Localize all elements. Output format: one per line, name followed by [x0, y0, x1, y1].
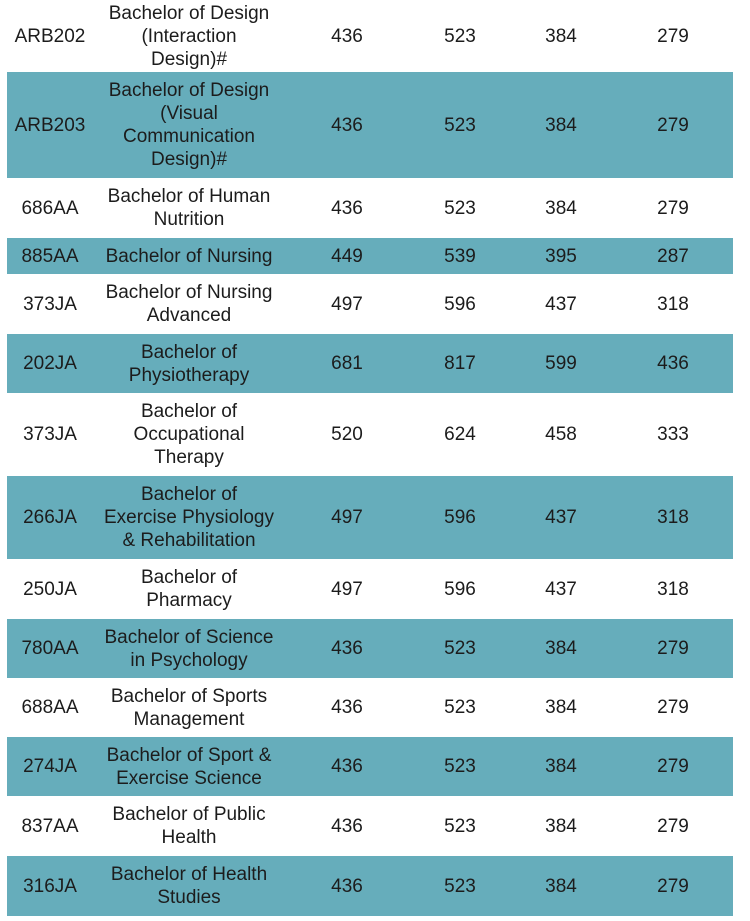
- score-cell-1: 436: [331, 875, 363, 897]
- course-code: 885AA: [21, 245, 79, 267]
- course-name: [93, 341, 285, 387]
- score-cell-2: 539: [444, 245, 476, 267]
- course-name-line: Nutrition: [153, 209, 225, 230]
- table-row: [7, 72, 733, 178]
- score-cell-3: 384: [545, 114, 577, 136]
- course-name-line: Design)#: [150, 149, 228, 170]
- score-cell-3: 458: [545, 424, 577, 445]
- course-name-line: Occupational: [133, 424, 245, 445]
- score-cell-2: 817: [444, 353, 476, 374]
- score-cell-1: 436: [331, 197, 363, 219]
- course-name-line: Bachelor of Nursing: [105, 282, 273, 303]
- course-name-line: Bachelor of: [140, 484, 238, 505]
- score-cell-1: 497: [331, 578, 363, 600]
- course-code: 780AA: [21, 638, 79, 659]
- course-name: [93, 185, 285, 231]
- score-cell-4: 279: [657, 25, 689, 47]
- score-cell-1: 436: [331, 638, 363, 659]
- course-code: 688AA: [21, 697, 79, 718]
- score-cell-2: 523: [444, 25, 476, 47]
- score-cell-1: 436: [331, 114, 363, 136]
- course-name-line: Design)#: [150, 48, 228, 70]
- score-cell-4: 279: [657, 756, 689, 777]
- score-cell-4: 279: [657, 815, 689, 837]
- score-cell-2: 523: [444, 114, 476, 136]
- course-name: [93, 566, 285, 612]
- table-row: [7, 678, 733, 737]
- score-cell-3: 384: [545, 197, 577, 219]
- course-code: ARB202: [14, 25, 86, 47]
- score-cell-3: 384: [545, 25, 577, 47]
- course-code: 686AA: [21, 197, 79, 219]
- course-name-line: Therapy: [154, 447, 224, 468]
- score-cell-2: 624: [444, 424, 476, 445]
- course-name: [93, 744, 285, 790]
- course-name-line: Studies: [157, 887, 221, 908]
- score-cell-1: 436: [331, 756, 363, 777]
- course-code: 373JA: [23, 424, 77, 445]
- table-row: [7, 476, 733, 559]
- score-cell-2: 523: [444, 697, 476, 718]
- table-row: [7, 393, 733, 476]
- course-name-line: Bachelor of Sport &: [106, 744, 272, 766]
- table-row: [7, 178, 733, 238]
- course-code: 274JA: [23, 756, 77, 777]
- score-cell-1: 520: [331, 424, 363, 445]
- course-name-line: in Psychology: [130, 649, 248, 671]
- course-name: [93, 483, 285, 552]
- score-cell-3: 437: [545, 578, 577, 600]
- table-row: [7, 856, 733, 916]
- course-name-line: & Rehabilitation: [122, 530, 256, 551]
- score-cell-1: 497: [331, 293, 363, 315]
- course-name-line: (Visual: [160, 103, 218, 124]
- course-code: 250JA: [23, 578, 77, 600]
- course-name-line: (Interaction: [141, 25, 237, 47]
- table-row: [7, 737, 733, 796]
- course-name-line: Physiotherapy: [128, 364, 250, 386]
- course-code: 202JA: [23, 353, 77, 374]
- score-cell-1: 436: [331, 25, 363, 47]
- course-name: [93, 2, 285, 71]
- course-name-line: Bachelor of Health: [110, 864, 268, 885]
- course-name: [93, 626, 285, 672]
- table-row: [7, 559, 733, 619]
- course-name-line: Bachelor of Human: [107, 186, 271, 207]
- score-cell-4: 318: [657, 293, 689, 315]
- score-cell-3: 384: [545, 638, 577, 659]
- score-cell-2: 523: [444, 756, 476, 777]
- score-cell-4: 279: [657, 638, 689, 659]
- course-name: [93, 400, 285, 469]
- score-cell-4: 279: [657, 697, 689, 718]
- course-code: ARB203: [14, 114, 86, 136]
- course-name-line: Health: [161, 827, 217, 848]
- table-row: [7, 334, 733, 393]
- score-cell-4: 318: [657, 578, 689, 600]
- table-row: [7, 274, 733, 334]
- score-cell-2: 523: [444, 638, 476, 659]
- course-name: [93, 245, 285, 268]
- score-cell-4: 279: [657, 197, 689, 219]
- course-name: [93, 803, 285, 849]
- table-row: [7, 796, 733, 856]
- score-cell-3: 384: [545, 697, 577, 718]
- table-row: [7, 0, 733, 72]
- score-cell-3: 384: [545, 815, 577, 837]
- score-cell-1: 497: [331, 507, 363, 528]
- course-name: [93, 685, 285, 731]
- score-cell-2: 596: [444, 578, 476, 600]
- course-name-line: Bachelor of: [140, 567, 238, 588]
- table-row: [7, 238, 733, 274]
- score-cell-3: 384: [545, 875, 577, 897]
- course-name-line: Pharmacy: [146, 590, 232, 611]
- score-cell-4: 333: [657, 424, 689, 445]
- course-name-line: Bachelor of Public: [112, 804, 266, 825]
- course-name-line: Exercise Physiology: [103, 507, 275, 528]
- course-code: 266JA: [23, 507, 77, 528]
- course-name-line: Bachelor of Sports: [110, 685, 268, 707]
- course-name-line: Management: [133, 708, 245, 730]
- score-cell-3: 395: [545, 245, 577, 267]
- score-cell-4: 279: [657, 114, 689, 136]
- score-cell-2: 523: [444, 875, 476, 897]
- course-table: [7, 0, 733, 916]
- course-name: [93, 281, 285, 327]
- course-code: 373JA: [23, 293, 77, 315]
- score-cell-2: 596: [444, 507, 476, 528]
- score-cell-3: 437: [545, 293, 577, 315]
- course-name-line: Communication: [123, 126, 255, 147]
- score-cell-4: 318: [657, 507, 689, 528]
- score-cell-4: 436: [657, 353, 689, 374]
- course-name-line: Bachelor of Design: [108, 80, 270, 101]
- score-cell-1: 681: [331, 353, 363, 374]
- score-cell-3: 437: [545, 507, 577, 528]
- score-cell-4: 279: [657, 875, 689, 897]
- score-cell-1: 436: [331, 697, 363, 718]
- course-code: 837AA: [21, 815, 79, 837]
- course-name-line: Advanced: [146, 305, 232, 326]
- score-cell-2: 523: [444, 197, 476, 219]
- course-name-line: Bachelor of: [140, 401, 238, 422]
- course-name-line: Exercise Science: [116, 767, 262, 789]
- course-name-line: Bachelor of Design: [108, 2, 270, 24]
- course-name-line: Bachelor of: [140, 341, 238, 363]
- course-name: [93, 79, 285, 171]
- score-cell-3: 599: [545, 353, 577, 374]
- course-code: 316JA: [23, 875, 77, 897]
- table-row: [7, 619, 733, 678]
- score-cell-4: 287: [657, 245, 689, 267]
- course-name: [93, 863, 285, 909]
- score-cell-1: 436: [331, 815, 363, 837]
- course-name-line: Bachelor of Nursing: [105, 245, 273, 267]
- score-cell-2: 596: [444, 293, 476, 315]
- score-cell-3: 384: [545, 756, 577, 777]
- score-cell-1: 449: [331, 245, 363, 267]
- score-cell-2: 523: [444, 815, 476, 837]
- course-name-line: Bachelor of Science: [104, 626, 274, 648]
